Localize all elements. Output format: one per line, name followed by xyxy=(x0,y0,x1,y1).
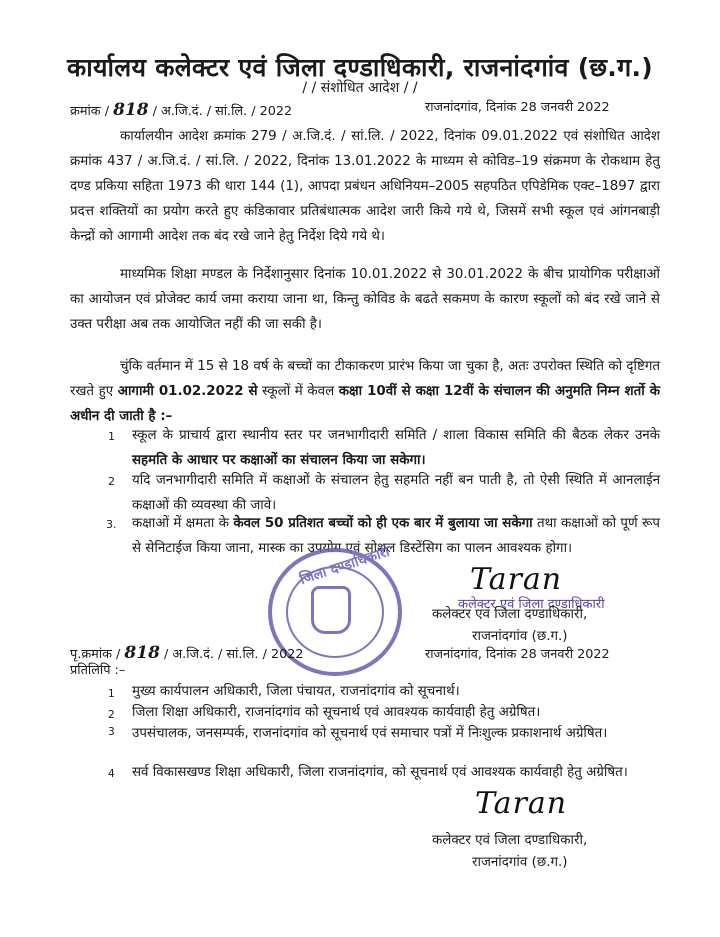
signature-stamp-text: कलेक्टर एवं जिला दण्डाधिकारी xyxy=(458,597,605,612)
signature-block-2 xyxy=(432,830,587,874)
copy-item-number: 1 xyxy=(108,688,115,700)
copy-to-label: प्रतिलिपि :– xyxy=(70,663,126,678)
condition-text-tail: तथा कक्षाओं को पूर्ण रूप से सेनिटाईज किया जाना, मास्क का उपयोग एवं सोशल डिस्टेंसिग का पालन आवश्यक होगा। xyxy=(132,516,660,556)
reference-number: 818 xyxy=(113,100,149,120)
signature-block-1 xyxy=(432,604,587,648)
paragraph-2: माध्यमिक शिक्षा मण्डल के निर्देशानुसार दिनांक 10.01.2022 से 30.01.2022 के बीच प्रायोगिक परीक्षाओं का आयोजन एवं प्रोजेक्ट कार्य जमा कराया जाना था, किन्तु कोविड के बढते सकमण के कारण स्कूलों को बंद रखे जाने से उक्त परीक्षा अब तक आयोजित नहीं की जा सकी है। xyxy=(70,267,660,332)
copy-reference-label: पृ.क्रमांक / xyxy=(70,647,121,662)
reference-label: क्रमांक / xyxy=(70,104,110,119)
copy-place-date: राजनांदगांव, दिनांक 28 जनवरी 2022 xyxy=(425,647,610,662)
condition-item xyxy=(132,423,660,473)
signatory-designation: कलेक्टर एवं जिला दण्डाधिकारी, xyxy=(432,607,588,622)
condition-number: 3. xyxy=(106,518,117,531)
copy-item: मुख्य कार्यपालन अधिकारी, जिला पंचायत, राजनांदगांव को सूचनार्थ। xyxy=(132,684,460,699)
copy-item-number: 3 xyxy=(108,726,115,738)
paragraph-1: कार्यालयीन आदेश क्रमांक 279 / अ.जि.दं. / सां.लि. / 2022, दिनांक 09.01.2022 एवं संशोधित आदेश क्रमांक 437 / अ.जि.दं. / सां.लि. / 2022, दिनांक 13.01.2022 के माध्यम से कोविड–19 संक्रमण के रोकथाम हेतु दण्ड प्रकिया सहिता 1973 की धारा 144 (1), आपदा प्रबंधन अधिनियम–2005 सहपठित एपिडेमिक एक्ट–1897 द्वारा प्रदत्त शक्तियों का प्रयोग करते हुए कंडिकावार प्रतिबंधात्मक आदेश जारी किये गये थे, जिसमें सभी स्कूल एवं आंगनबाड़ी केन्द्रों को आगामी आदेश तक बंद रखे जाने हेतु निर्देश दिये गये थे। xyxy=(70,129,660,244)
signature-handwriting: Taran xyxy=(475,786,568,821)
paragraph-3-date: आगामी 01.02.2022 से xyxy=(117,384,258,399)
paragraph-3-part-c: स्कूलों में केवल xyxy=(257,384,339,399)
condition-emphasis: सहमति के आधार पर कक्षाओं का संचालन किया जा सकेगा। xyxy=(132,453,426,468)
emblem-icon xyxy=(311,586,351,634)
condition-number: 1 xyxy=(108,430,115,443)
paragraph-3 xyxy=(70,354,660,429)
reference-line xyxy=(70,100,292,120)
condition-text: कक्षाओं में क्षमता के xyxy=(132,516,234,531)
copy-item-number: 4 xyxy=(108,768,115,780)
signatory-place: राजनांदगांव (छ.ग.) xyxy=(472,855,568,870)
office-title: कार्यालय कलेक्टर एवं जिला दण्डाधिकारी, राजनांदगांव (छ.ग.) xyxy=(67,53,653,82)
signature-handwriting: Taran xyxy=(470,562,563,597)
copy-reference-line xyxy=(70,643,304,663)
copy-reference-number: 818 xyxy=(124,643,160,663)
order-subtitle: / / संशोधित आदेश / / xyxy=(302,80,418,96)
condition-number: 2 xyxy=(108,475,115,488)
copy-item: उपसंचालक, जनसम्पर्क, राजनांदगांव को सूचनार्थ एवं समाचार पत्रों में निःशुल्क प्रकाशनार्थ अग्रेषित। xyxy=(132,726,608,741)
copy-item-number: 2 xyxy=(108,709,115,721)
copy-item: सर्व विकासखण्ड शिक्षा अधिकारी, जिला राजनांदगांव, को सूचनार्थ एवं आवश्यक कार्यवाही हेतु अग्रेषित। xyxy=(132,765,628,780)
copy-item: जिला शिक्षा अधिकारी, राजनांदगांव को सूचनार्थ एवं आवश्यक कार्यवाही हेतु अग्रेषित। xyxy=(132,705,541,720)
seal-text: जिला दण्डाधिकारी xyxy=(297,543,392,588)
condition-text: स्कूल के प्राचार्य द्वारा स्थानीय स्तर पर जनभागीदारी समिति / शाला विकास समिति की बैठक लेकर उनके xyxy=(132,428,660,443)
signatory-place: राजनांदगांव (छ.ग.) xyxy=(472,629,568,644)
signatory-designation: कलेक्टर एवं जिला दण्डाधिकारी, xyxy=(432,833,588,848)
condition-item: यदि जनभागीदारी समिति में कक्षाओं के संचालन हेतु सहमति नहीं बन पाती है, तो ऐसी स्थिति में आनलाईन कक्षाओं की व्यवस्था की जावे। xyxy=(132,473,660,513)
paragraph-3-classes: कक्षा 10वीं से कक्षा 12वीं के संचालन की अनुमति निम्न शर्तो के अधीन दी जाती है :– xyxy=(70,384,660,424)
condition-emphasis: केवल 50 प्रतिशत बच्चों को ही एक बार में बुलाया जा सकेगा xyxy=(233,516,533,531)
condition-item xyxy=(132,511,660,561)
reference-place-date: राजनांदगांव, दिनांक 28 जनवरी 2022 xyxy=(425,100,610,115)
copy-reference-suffix: / अ.जि.दं. / सां.लि. / 2022 xyxy=(164,647,304,662)
paragraph-3-part-a: चुंकि वर्तमान में 15 से 18 वर्ष के बच्चों का टीकाकरण प्रारंभ किया जा चुका है, अतः उपरोक्त स्थिति को दृष्टिगत रखते हुए xyxy=(70,359,660,399)
reference-suffix: / अ.जि.दं. / सां.लि. / 2022 xyxy=(152,104,293,119)
